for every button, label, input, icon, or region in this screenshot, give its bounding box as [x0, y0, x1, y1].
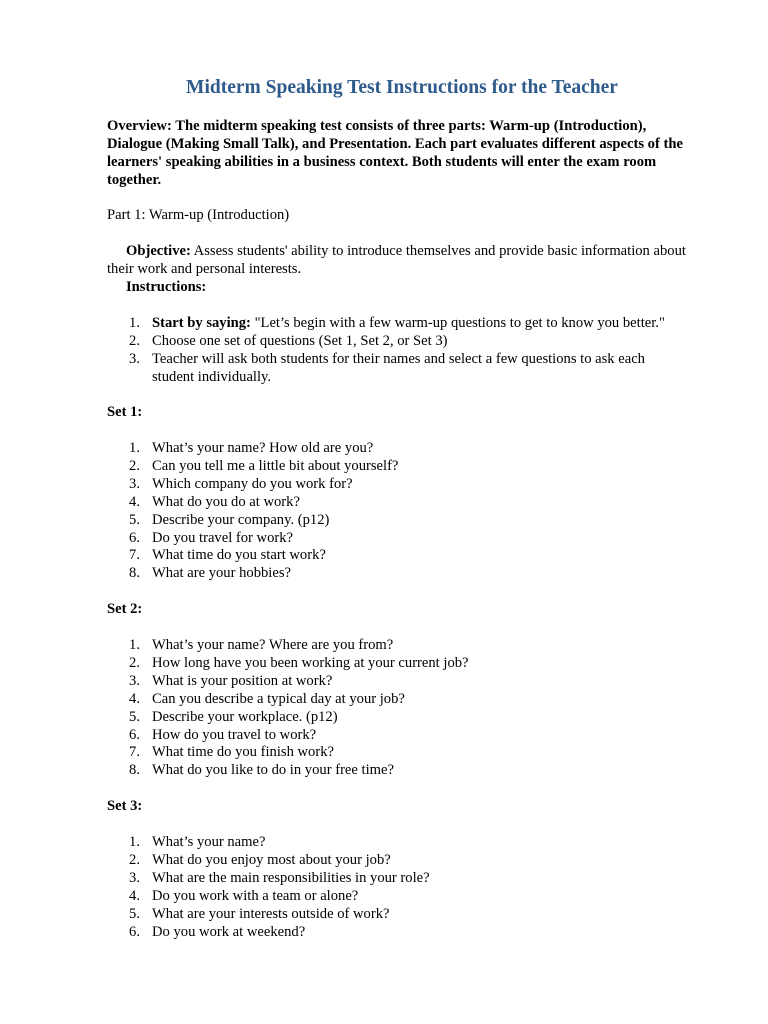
- list-number: 8.: [129, 565, 140, 582]
- question-text: What’s your name? How old are you?: [152, 440, 374, 456]
- instruction-bold: Start by saying:: [152, 315, 251, 331]
- list-item: [107, 691, 687, 709]
- list-number: 6.: [129, 726, 140, 743]
- list-item: [107, 924, 687, 942]
- instruction-text: "Let’s begin with a few warm-up questions to get to know you better.": [250, 315, 665, 331]
- list-number: 3.: [129, 475, 140, 492]
- list-item: [107, 834, 687, 852]
- list-item: [107, 530, 687, 548]
- question-text: Do you travel for work?: [152, 529, 294, 546]
- list-number: 1.: [129, 440, 140, 456]
- list-number: 1.: [129, 834, 140, 850]
- question-text: What are the main responsibilities in your role?: [152, 869, 430, 886]
- list-item: [107, 762, 687, 780]
- instruction-text: Choose one set of questions (Set 1, Set 2, or Set 3): [152, 332, 448, 349]
- question-text: Do you work with a team or alone?: [152, 887, 359, 904]
- list-item: [107, 655, 687, 673]
- list-number: 4.: [129, 493, 140, 510]
- question-text: What do you enjoy most about your job?: [152, 851, 391, 868]
- list-number: 3.: [129, 672, 140, 689]
- list-number: 6.: [129, 529, 140, 546]
- question-text: Describe your company. (p12): [152, 511, 330, 528]
- question-text: How do you travel to work?: [152, 726, 317, 743]
- instructions-list: [107, 315, 687, 387]
- list-number: 4.: [129, 887, 140, 904]
- objective-label: Objective:: [126, 243, 191, 259]
- list-item: [107, 727, 687, 745]
- list-number: 1.: [129, 315, 140, 331]
- list-item: [107, 458, 687, 476]
- objective-paragraph: [107, 243, 687, 279]
- list-number: 3.: [129, 350, 140, 367]
- list-item: [107, 673, 687, 691]
- list-item: [107, 494, 687, 512]
- list-number: 5.: [129, 708, 140, 725]
- question-text: Can you tell me a little bit about yourself?: [152, 457, 399, 474]
- list-item: [107, 709, 687, 727]
- set1-heading: Set 1:: [107, 404, 143, 420]
- set1-question-list: [107, 440, 687, 583]
- instruction-text: Teacher will ask both students for their names and select a few questions to ask each student individually.: [152, 350, 645, 385]
- set2-question-list: [107, 637, 687, 780]
- list-number: 7.: [129, 547, 140, 564]
- list-item: [107, 852, 687, 870]
- set3-question-list: [107, 834, 687, 941]
- list-item: [107, 547, 687, 565]
- objective-text: Assess students' ability to introduce themselves and provide basic information about their work and personal interests.: [107, 243, 686, 277]
- question-text: What do you do at work?: [152, 493, 300, 510]
- list-item: [107, 476, 687, 494]
- question-text: What time do you finish work?: [152, 744, 334, 761]
- question-text: What do you like to do in your free time?: [152, 762, 394, 779]
- list-item: [107, 333, 687, 351]
- question-text: Do you work at weekend?: [152, 923, 306, 940]
- question-text: How long have you been working at your current job?: [152, 654, 469, 671]
- list-number: 5.: [129, 905, 140, 922]
- list-number: 7.: [129, 744, 140, 761]
- set3-heading: Set 3:: [107, 798, 143, 814]
- list-item: [107, 744, 687, 762]
- list-item: [107, 906, 687, 924]
- list-item: [107, 637, 687, 655]
- list-item: [107, 440, 687, 458]
- list-item: [107, 888, 687, 906]
- overview-paragraph: Overview: The midterm speaking test consists of three parts: Warm-up (Introduction), Dialogue (Making Small Talk), and Presentation. Each part evaluates different aspects of the learners' speaking abilities in a business context. Both students will enter the exam room together.: [107, 118, 683, 188]
- list-number: 4.: [129, 690, 140, 707]
- list-item: [107, 351, 687, 387]
- question-text: Describe your workplace. (p12): [152, 708, 338, 725]
- set2-heading: Set 2:: [107, 601, 143, 617]
- question-text: Can you describe a typical day at your job?: [152, 690, 405, 707]
- question-text: What time do you start work?: [152, 547, 326, 564]
- list-item: [107, 512, 687, 530]
- question-text: What’s your name?: [152, 834, 266, 850]
- question-text: Which company do you work for?: [152, 475, 353, 492]
- list-item: [107, 565, 687, 583]
- list-number: 2.: [129, 851, 140, 868]
- list-item: [107, 870, 687, 888]
- list-number: 2.: [129, 654, 140, 671]
- question-text: What are your interests outside of work?: [152, 905, 390, 922]
- question-text: What is your position at work?: [152, 672, 333, 689]
- list-number: 8.: [129, 762, 140, 779]
- page-title: Midterm Speaking Test Instructions for the Teacher: [186, 77, 618, 98]
- question-text: What are your hobbies?: [152, 565, 291, 582]
- part1-heading: Part 1: Warm-up (Introduction): [107, 207, 290, 223]
- list-number: 2.: [129, 332, 140, 349]
- list-number: 1.: [129, 637, 140, 653]
- instructions-label: Instructions:: [126, 279, 207, 295]
- list-number: 6.: [129, 923, 140, 940]
- question-text: What’s your name? Where are you from?: [152, 637, 394, 653]
- list-number: 2.: [129, 457, 140, 474]
- list-number: 5.: [129, 511, 140, 528]
- list-number: 3.: [129, 869, 140, 886]
- list-item: [107, 315, 687, 333]
